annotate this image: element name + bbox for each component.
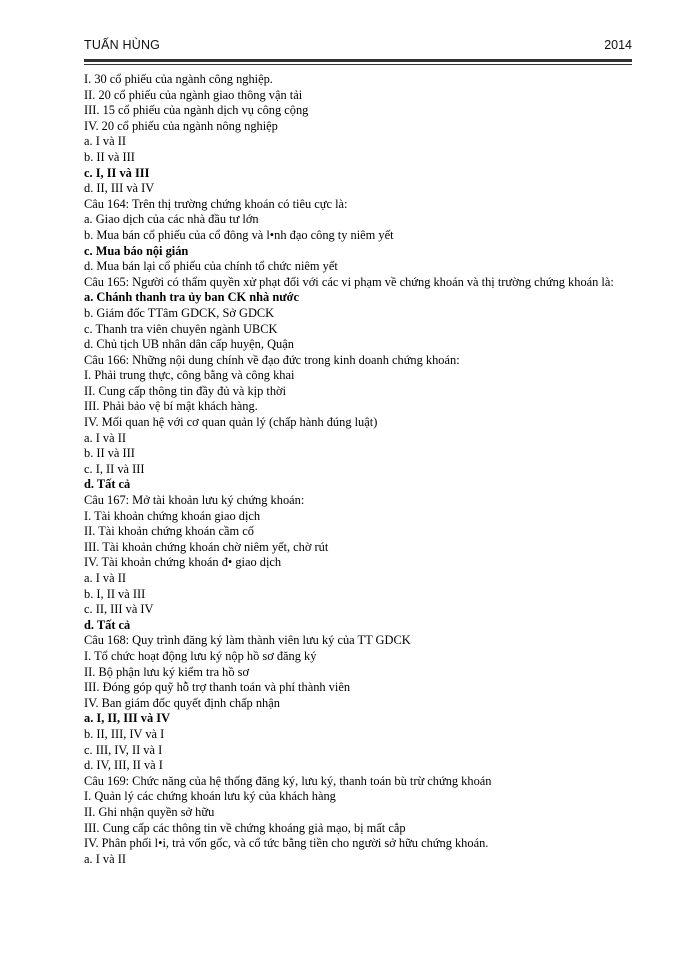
text-line: II. 20 cổ phiếu của ngành giao thông vận tải [84,87,303,102]
text-line: a. I và II [84,430,126,445]
answer-line-correct: a. I, II, III và IV [84,711,171,726]
text-line: d. IV, III, II và I [84,758,163,773]
answer-line-correct: d. Tất cả [84,477,131,492]
text-line: a. Giao dịch của các nhà đầu tư lớn [84,212,259,227]
text-line: a. I và II [84,571,126,585]
text-line: II. Ghi nhận quyền sở hữu [84,804,215,819]
text-line: Câu 164: Trên thị trường chứng khoán có tiêu cực là: [84,196,348,211]
text-line: II. Tài khoản chứng khoán cầm cố [84,524,254,539]
text-line: b. II và III [84,149,135,164]
text-line: b. II, III, IV và I [84,726,165,741]
text-line: III. Đóng góp quỹ hỗ trợ thanh toán và phí thành viên [84,680,351,695]
answer-line-correct: c. Mua báo nội gián [84,243,189,258]
answer-line-correct: d. Tất cả [84,617,131,632]
text-line: III. Phải bảo vệ bí mật khách hàng. [84,399,258,414]
text-line: Câu 167: Mở tài khoản lưu ký chứng khoán: [84,493,305,508]
text-line: I. Tổ chức hoạt động lưu ký nộp hồ sơ đăng ký [84,648,317,663]
text-line: a. I và II [84,851,126,866]
text-line: IV. Phân phối l•i, trả vốn gốc, và cổ tức bằng tiền cho người sở hữu chứng khoán. [84,836,489,851]
text-line: a. I và II [84,134,126,149]
text-line: d. Chủ tịch UB nhân dân cấp huyện, Quận [84,337,294,352]
text-line: c. Thanh tra viên chuyên ngành UBCK [84,321,278,336]
text-line: IV. Tài khoản chứng khoán đ• giao dịch [84,555,282,570]
text-line: Câu 168: Quy trình đăng ký làm thành viên lưu ký của TT GDCK [84,633,411,648]
text-line: III. Cung cấp các thông tin về chứng khoáng giả mạo, bị mất cắp [84,820,406,835]
header-author: TUẤN HÙNG [84,38,161,52]
text-line: d. II, III và IV [84,181,155,196]
text-line: c. I, II và III [84,461,145,476]
text-line: II. Bộ phận lưu ký kiểm tra hồ sơ [84,664,250,679]
text-line: IV. Ban giám đốc quyết định chấp nhận [84,695,280,710]
text-line: IV. 20 cổ phiếu của ngành nông nghiệp [84,118,278,133]
text-line: IV. Mối quan hệ với cơ quan quản lý (chấp hành đúng luật) [84,415,378,430]
answer-line-correct: a. Chánh thanh tra ủy ban CK nhà nước [84,290,300,305]
text-line: b. I, II và III [84,586,146,601]
text-line: d. Mua bán lại cổ phiếu của chính tổ chức niêm yết [84,259,338,274]
header-rule-thin [84,64,632,65]
document-body [84,72,632,867]
text-line: I. Tài khoản chứng khoán giao dịch [84,508,261,523]
text-line: I. Quản lý các chứng khoán lưu ký của khách hàng [84,789,336,804]
answer-line-correct: c. I, II và III [84,165,150,180]
text-line: Câu 166: Những nội dung chính về đạo đức trong kinh doanh chứng khoán: [84,352,460,367]
text-line: b. Giám đốc TTâm GDCK, Sở GDCK [84,305,275,320]
page-header [84,38,632,58]
text-line: III. Tài khoản chứng khoán chờ niêm yết, chờ rút [84,539,329,554]
text-line: I. 30 cổ phiếu của ngành công nghiệp. [84,72,273,86]
text-line: b. Mua bán cổ phiếu của cổ đông và l•nh đạo công ty niêm yết [84,227,394,242]
header-year: 2014 [604,38,632,52]
text-line: c. III, IV, II và I [84,742,163,757]
text-line: II. Cung cấp thông tin đầy đủ và kịp thời [84,383,287,398]
text-line: Câu 165: Người có thẩm quyền xử phạt đối với các vi phạm về chứng khoán và thị trường chứng khoán là: [84,274,614,289]
text-line: I. Phải trung thực, công bằng và công khai [84,368,295,383]
text-line: Câu 169: Chức năng của hệ thống đăng ký, lưu ký, thanh toán bù trừ chứng khoán [84,773,492,788]
text-line: b. II và III [84,446,135,461]
header-rule-thick [84,59,632,62]
text-line: III. 15 cổ phiếu của ngành dịch vụ công cộng [84,103,309,118]
text-line: c. II, III và IV [84,602,154,617]
